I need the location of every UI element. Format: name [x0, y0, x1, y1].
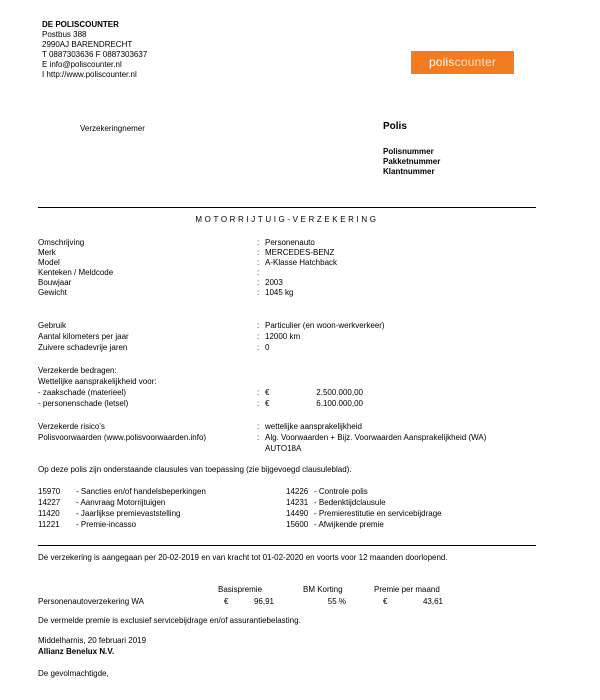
section-rule-top	[38, 207, 536, 208]
logo-part-polis: polis	[428, 55, 455, 69]
clause-item	[38, 509, 278, 520]
vehicle-label: Kenteken / Meldcode	[38, 268, 114, 277]
premium-currency-base: €	[224, 597, 229, 606]
insured-row	[38, 388, 538, 399]
clause-item	[286, 520, 546, 531]
insured-amount: 6.100.000,00	[316, 399, 363, 408]
insured-title: Verzekerde bedragen:	[38, 366, 117, 375]
vehicle-row	[38, 258, 538, 268]
clause-item	[286, 509, 546, 520]
clause-code: 11221	[38, 520, 60, 529]
vehicle-row	[38, 268, 538, 278]
premium-base-value: 96,91	[253, 597, 274, 606]
section-title: MOTORRIJTUIG-VERZEKERING	[195, 215, 379, 224]
poliscounter-logo	[411, 51, 514, 74]
clause-text: - Jaarlijkse premievaststelling	[76, 509, 181, 518]
vehicle-row	[38, 278, 538, 288]
currency-symbol: €	[265, 399, 270, 408]
insured-label: - personenschade (letsel)	[38, 399, 129, 408]
insured-block	[38, 366, 538, 410]
clause-code: 15600	[286, 520, 309, 529]
company-email[interactable]: E info@poliscounter.nl	[42, 60, 122, 69]
clause-text: - Premie-incasso	[76, 520, 137, 529]
insured-label: - zaakschade (materieel)	[38, 388, 127, 397]
clause-code: 14490	[286, 509, 309, 518]
colon: :	[257, 288, 260, 297]
colon: :	[257, 278, 260, 287]
clauses-intro: Op deze polis zijn onderstaande clausules van toepassing (zie bijgevoegd clausuleblad).	[38, 465, 352, 474]
premium-row-label: Personenautoverzekering WA	[38, 597, 144, 606]
colon: :	[257, 248, 260, 257]
colon: :	[257, 258, 260, 267]
clause-item	[38, 498, 278, 509]
currency-symbol: €	[265, 388, 270, 397]
usage-label: Gebruik	[38, 321, 67, 330]
clause-item	[38, 520, 278, 531]
clause-code: 14231	[286, 498, 309, 507]
clause-text: - Afwijkende premie	[314, 520, 384, 529]
place-date: Middelharnis, 20 februari 2019	[38, 636, 147, 645]
clause-text: - Premierestitutie en servicebijdrage	[314, 509, 442, 518]
clause-code: 15970	[38, 487, 61, 496]
usage-row	[38, 343, 538, 354]
premium-header-base: Basispremie	[218, 585, 263, 594]
usage-row	[38, 321, 538, 332]
conditions-row-2	[38, 444, 548, 455]
clause-code: 14226	[286, 487, 309, 496]
authorized-signatory: De gevolmachtigde,	[38, 669, 109, 678]
vehicle-label: Gewicht	[38, 288, 67, 297]
premium-header-month: Premie per maand	[374, 585, 440, 594]
clause-item	[38, 487, 278, 498]
premium-note: De vermelde premie is exclusief servicebijdrage en/of assurantiebelasting.	[38, 616, 301, 625]
vehicle-value: 1045 kg	[265, 288, 294, 297]
clause-text: - Bedenktijdclausule	[314, 498, 386, 507]
colon: :	[257, 238, 260, 247]
period-text: De verzekering is aangegaan per 20-02-2019 en van kracht tot 01-02-2020 en voorts voor 12 maanden doorlopend.	[38, 553, 448, 562]
vehicle-value: A-Klasse Hatchback	[265, 258, 338, 267]
insurer-name: Allianz Benelux N.V.	[38, 647, 115, 656]
polis-title: Polis	[383, 121, 407, 132]
clause-item	[286, 487, 546, 498]
usage-value: Particulier (en woon-werkverkeer)	[265, 321, 385, 330]
vehicle-value: MERCEDES-BENZ	[265, 248, 335, 257]
colon: :	[257, 399, 260, 408]
premium-bm-value: 55 %	[327, 597, 346, 606]
premium-header-bm: BM Korting	[303, 585, 343, 594]
vehicle-label: Omschrijving	[38, 238, 85, 247]
vehicle-label: Merk	[38, 248, 56, 257]
usage-label: Aantal kilometers per jaar	[38, 332, 129, 341]
colon: :	[257, 268, 260, 277]
vehicle-value: Personenauto	[265, 238, 315, 247]
company-postbus: Postbus 388	[42, 30, 87, 39]
colon: :	[257, 343, 260, 352]
section-rule-period	[38, 545, 536, 546]
clause-text: - Aanvraag Motorrijtuigen	[76, 498, 166, 507]
conditions-value: Alg. Voorwaarden + Bijz. Voorwaarden Aansprakelijkheid (WA)	[265, 433, 487, 442]
vehicle-row	[38, 238, 538, 248]
company-city: 2990AJ BARENDRECHT	[42, 40, 133, 49]
usage-block	[38, 321, 538, 354]
vehicle-row	[38, 288, 538, 298]
clause-code: 14227	[38, 498, 61, 507]
klantnummer-label: Klantnummer	[383, 167, 435, 176]
conditions-code: AUTO18A	[265, 444, 302, 453]
clause-item	[286, 498, 546, 509]
clause-text: - Controle polis	[314, 487, 368, 496]
risks-label: Verzekerde risico's	[38, 422, 105, 431]
usage-row	[38, 332, 538, 343]
insured-amount: 2.500.000,00	[316, 388, 363, 397]
company-phone: T 0887303636 F 0887303637	[42, 50, 148, 59]
conditions-row	[38, 433, 548, 444]
premium-currency-month: €	[383, 597, 388, 606]
colon: :	[257, 321, 260, 330]
company-website[interactable]: I http://www.poliscounter.nl	[42, 70, 137, 79]
colon: :	[257, 388, 260, 397]
insured-row	[38, 399, 538, 410]
vehicle-block	[38, 238, 538, 298]
usage-value: 12000 km	[265, 332, 301, 341]
clause-code: 11420	[38, 509, 60, 518]
polis-number-labels	[383, 147, 440, 177]
company-address	[42, 20, 147, 80]
colon: :	[257, 433, 260, 442]
colon: :	[257, 332, 260, 341]
risks-row	[38, 422, 548, 433]
risks-block	[38, 422, 548, 455]
insured-subtitle: Wettelijke aansprakelijkheid voor:	[38, 377, 157, 386]
clauses-right	[286, 487, 546, 531]
vehicle-label: Bouwjaar	[38, 278, 72, 287]
clauses-left	[38, 487, 278, 531]
company-name: DE POLISCOUNTER	[42, 20, 119, 29]
polisnummer-label: Polisnummer	[383, 147, 434, 156]
usage-value: 0	[265, 343, 270, 352]
conditions-label: Polisvoorwaarden (www.polisvoorwaarden.info)	[38, 433, 207, 442]
logo-part-counter: counter	[454, 55, 497, 69]
vehicle-label: Model	[38, 258, 60, 267]
premium-month-value: 43,61	[422, 597, 443, 606]
risks-value: wettelijke aansprakelijkheid	[265, 422, 362, 431]
vehicle-value: 2003	[265, 278, 283, 287]
usage-label: Zuivere schadevrije jaren	[38, 343, 128, 352]
verzekeringnemer-label: Verzekeringnemer	[80, 124, 145, 133]
pakketnummer-label: Pakketnummer	[383, 157, 441, 166]
vehicle-row	[38, 248, 538, 258]
clause-text: - Sancties en/of handelsbeperkingen	[76, 487, 206, 496]
colon: :	[257, 422, 260, 431]
